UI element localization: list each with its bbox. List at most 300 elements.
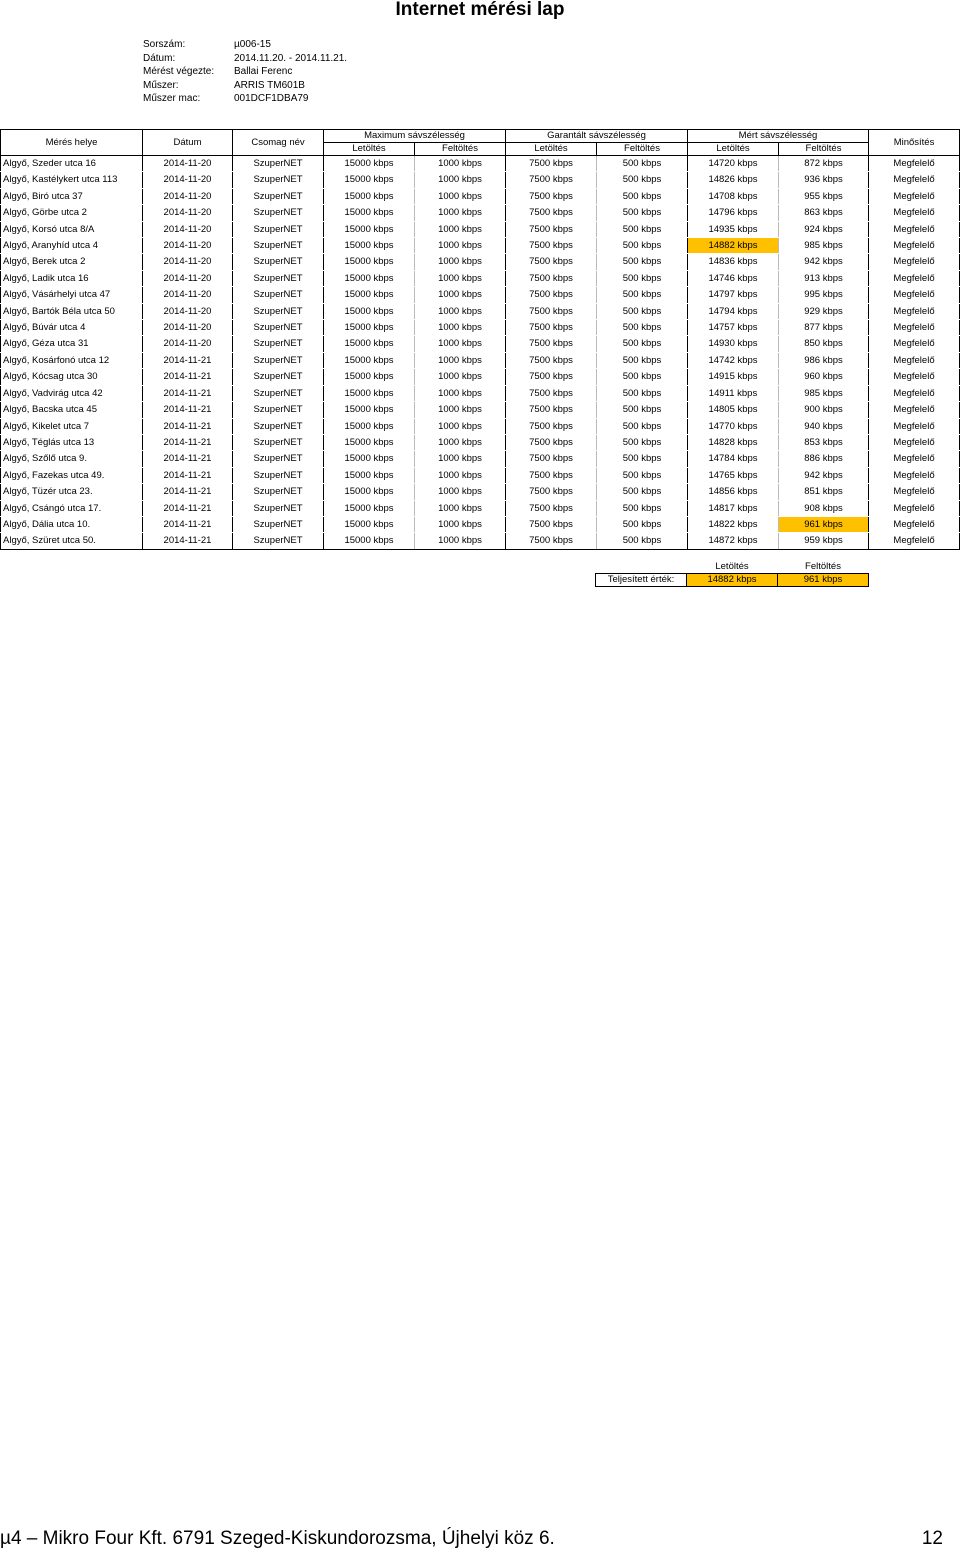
cell-guaranteed-upload: 500 kbps [597, 172, 688, 188]
cell-max-download: 15000 kbps [324, 270, 415, 286]
header-rating: Minősítés [869, 130, 960, 156]
cell-place: Algyő, Vadvirág utca 42 [1, 385, 143, 401]
cell-max-download: 15000 kbps [324, 221, 415, 237]
cell-max-upload: 1000 kbps [415, 352, 506, 368]
cell-measured-download: 14746 kbps [688, 270, 779, 286]
cell-measured-download: 14817 kbps [688, 500, 779, 516]
cell-package: SzuperNET [233, 156, 324, 172]
table-row [1, 402, 960, 418]
cell-rating: Megfelelő [869, 320, 960, 336]
cell-place: Algyő, Tüzér utca 23. [1, 484, 143, 500]
cell-max-upload: 1000 kbps [415, 320, 506, 336]
cell-rating: Megfelelő [869, 254, 960, 270]
header-max-bandwidth: Maximum sávszélesség [324, 130, 506, 143]
cell-rating: Megfelelő [869, 533, 960, 549]
summary-label: Teljesített érték: [596, 574, 687, 587]
cell-package: SzuperNET [233, 270, 324, 286]
cell-place: Algyő, Téglás utca 13 [1, 434, 143, 450]
header-max-download: Letöltés [324, 143, 415, 156]
cell-measured-download: 14794 kbps [688, 303, 779, 319]
cell-measured-upload: 853 kbps [779, 434, 869, 450]
cell-date: 2014-11-20 [143, 156, 233, 172]
cell-guaranteed-upload: 500 kbps [597, 385, 688, 401]
summary-table [595, 561, 869, 587]
cell-guaranteed-download: 7500 kbps [506, 418, 597, 434]
cell-place: Algyő, Szüret utca 50. [1, 533, 143, 549]
cell-max-download: 15000 kbps [324, 238, 415, 254]
cell-rating: Megfelelő [869, 402, 960, 418]
summary-download-value: 14882 kbps [687, 574, 778, 587]
info-row-date [143, 52, 347, 66]
cell-package: SzuperNET [233, 500, 324, 516]
table-row [1, 484, 960, 500]
cell-measured-upload: 986 kbps [779, 352, 869, 368]
page-title: Internet mérési lap [395, 0, 565, 20]
cell-package: SzuperNET [233, 254, 324, 270]
cell-measured-download: 14784 kbps [688, 451, 779, 467]
cell-measured-download: 14836 kbps [688, 254, 779, 270]
cell-guaranteed-download: 7500 kbps [506, 287, 597, 303]
info-row-instrument [143, 79, 347, 93]
cell-measured-download: 14826 kbps [688, 172, 779, 188]
cell-max-download: 15000 kbps [324, 418, 415, 434]
cell-measured-download: 14935 kbps [688, 221, 779, 237]
cell-guaranteed-upload: 500 kbps [597, 221, 688, 237]
cell-date: 2014-11-21 [143, 516, 233, 532]
cell-guaranteed-download: 7500 kbps [506, 320, 597, 336]
cell-date: 2014-11-20 [143, 221, 233, 237]
info-label: Mérést végezte: [143, 66, 215, 77]
cell-rating: Megfelelő [869, 172, 960, 188]
cell-guaranteed-download: 7500 kbps [506, 303, 597, 319]
cell-measured-download: 14805 kbps [688, 402, 779, 418]
cell-date: 2014-11-21 [143, 352, 233, 368]
footer-company: µ4 – Mikro Four Kft. 6791 Szeged-Kiskundorozsma, Újhelyi köz 6. [0, 1528, 555, 1549]
cell-guaranteed-download: 7500 kbps [506, 238, 597, 254]
cell-place: Algyő, Vásárhelyi utca 47 [1, 287, 143, 303]
cell-max-upload: 1000 kbps [415, 516, 506, 532]
cell-max-upload: 1000 kbps [415, 451, 506, 467]
cell-measured-upload: 985 kbps [779, 385, 869, 401]
info-value: µ006-15 [234, 39, 271, 50]
cell-guaranteed-download: 7500 kbps [506, 484, 597, 500]
cell-max-download: 15000 kbps [324, 402, 415, 418]
cell-measured-download: 14796 kbps [688, 205, 779, 221]
cell-date: 2014-11-21 [143, 533, 233, 549]
table-row [1, 451, 960, 467]
table-row [1, 352, 960, 368]
cell-date: 2014-11-21 [143, 369, 233, 385]
cell-max-upload: 1000 kbps [415, 205, 506, 221]
cell-guaranteed-upload: 500 kbps [597, 418, 688, 434]
info-row-serial [143, 38, 347, 52]
table-row [1, 303, 960, 319]
cell-measured-upload: 850 kbps [779, 336, 869, 352]
cell-measured-upload: 961 kbps [779, 516, 869, 532]
cell-measured-upload: 959 kbps [779, 533, 869, 549]
cell-date: 2014-11-21 [143, 402, 233, 418]
cell-guaranteed-upload: 500 kbps [597, 533, 688, 549]
cell-guaranteed-download: 7500 kbps [506, 533, 597, 549]
table-row [1, 238, 960, 254]
cell-date: 2014-11-21 [143, 467, 233, 483]
cell-max-upload: 1000 kbps [415, 270, 506, 286]
cell-package: SzuperNET [233, 303, 324, 319]
table-row [1, 336, 960, 352]
cell-date: 2014-11-21 [143, 434, 233, 450]
cell-guaranteed-download: 7500 kbps [506, 516, 597, 532]
cell-guaranteed-upload: 500 kbps [597, 516, 688, 532]
cell-max-download: 15000 kbps [324, 303, 415, 319]
cell-max-upload: 1000 kbps [415, 418, 506, 434]
cell-measured-upload: 955 kbps [779, 188, 869, 204]
cell-max-download: 15000 kbps [324, 467, 415, 483]
table-row [1, 188, 960, 204]
cell-max-download: 15000 kbps [324, 451, 415, 467]
table-row [1, 418, 960, 434]
cell-package: SzuperNET [233, 533, 324, 549]
cell-place: Algyő, Szőlő utca 9. [1, 451, 143, 467]
cell-place: Algyő, Dália utca 10. [1, 516, 143, 532]
info-value: Ballai Ferenc [234, 66, 293, 77]
cell-measured-upload: 863 kbps [779, 205, 869, 221]
cell-guaranteed-upload: 500 kbps [597, 156, 688, 172]
cell-max-download: 15000 kbps [324, 385, 415, 401]
cell-rating: Megfelelő [869, 188, 960, 204]
cell-rating: Megfelelő [869, 205, 960, 221]
table-row [1, 254, 960, 270]
cell-measured-download: 14822 kbps [688, 516, 779, 532]
cell-rating: Megfelelő [869, 467, 960, 483]
cell-measured-download: 14930 kbps [688, 336, 779, 352]
cell-place: Algyő, Csángó utca 17. [1, 500, 143, 516]
cell-package: SzuperNET [233, 516, 324, 532]
cell-place: Algyő, Géza utca 31 [1, 336, 143, 352]
cell-max-upload: 1000 kbps [415, 254, 506, 270]
table-row [1, 467, 960, 483]
header-date: Dátum [143, 130, 233, 156]
table-row [1, 533, 960, 549]
cell-date: 2014-11-20 [143, 270, 233, 286]
summary-upload-value: 961 kbps [778, 574, 869, 587]
cell-max-download: 15000 kbps [324, 156, 415, 172]
header-measured-upload: Feltöltés [779, 143, 869, 156]
cell-guaranteed-upload: 500 kbps [597, 270, 688, 286]
info-value: 2014.11.20. - 2014.11.21. [234, 52, 348, 64]
cell-date: 2014-11-20 [143, 188, 233, 204]
cell-max-upload: 1000 kbps [415, 188, 506, 204]
info-value: ARRIS TM601B [234, 79, 305, 91]
info-label: Műszer mac: [143, 93, 201, 104]
cell-rating: Megfelelő [869, 156, 960, 172]
cell-package: SzuperNET [233, 221, 324, 237]
cell-date: 2014-11-20 [143, 205, 233, 221]
cell-max-upload: 1000 kbps [415, 336, 506, 352]
cell-max-download: 15000 kbps [324, 336, 415, 352]
cell-max-download: 15000 kbps [324, 254, 415, 270]
cell-rating: Megfelelő [869, 238, 960, 254]
cell-rating: Megfelelő [869, 221, 960, 237]
cell-max-download: 15000 kbps [324, 320, 415, 336]
cell-max-download: 15000 kbps [324, 434, 415, 450]
cell-max-download: 15000 kbps [324, 205, 415, 221]
cell-measured-upload: 936 kbps [779, 172, 869, 188]
cell-measured-upload: 985 kbps [779, 238, 869, 254]
cell-max-download: 15000 kbps [324, 352, 415, 368]
table-row [1, 385, 960, 401]
cell-date: 2014-11-21 [143, 500, 233, 516]
cell-max-upload: 1000 kbps [415, 533, 506, 549]
cell-package: SzuperNET [233, 205, 324, 221]
cell-measured-download: 14742 kbps [688, 352, 779, 368]
table-row [1, 434, 960, 450]
cell-measured-upload: 900 kbps [779, 402, 869, 418]
cell-max-upload: 1000 kbps [415, 484, 506, 500]
table-row [1, 320, 960, 336]
cell-max-download: 15000 kbps [324, 500, 415, 516]
info-label: Műszer: [143, 79, 179, 91]
cell-date: 2014-11-20 [143, 336, 233, 352]
cell-package: SzuperNET [233, 369, 324, 385]
cell-rating: Megfelelő [869, 369, 960, 385]
cell-max-download: 15000 kbps [324, 287, 415, 303]
cell-date: 2014-11-20 [143, 254, 233, 270]
cell-max-upload: 1000 kbps [415, 500, 506, 516]
cell-place: Algyő, Görbe utca 2 [1, 205, 143, 221]
cell-date: 2014-11-21 [143, 385, 233, 401]
cell-date: 2014-11-20 [143, 303, 233, 319]
cell-rating: Megfelelő [869, 516, 960, 532]
cell-package: SzuperNET [233, 172, 324, 188]
cell-rating: Megfelelő [869, 287, 960, 303]
cell-guaranteed-download: 7500 kbps [506, 188, 597, 204]
cell-measured-download: 14872 kbps [688, 533, 779, 549]
cell-rating: Megfelelő [869, 434, 960, 450]
cell-guaranteed-upload: 500 kbps [597, 467, 688, 483]
cell-measured-upload: 960 kbps [779, 369, 869, 385]
cell-measured-upload: 851 kbps [779, 484, 869, 500]
cell-max-upload: 1000 kbps [415, 467, 506, 483]
cell-rating: Megfelelő [869, 484, 960, 500]
cell-measured-upload: 908 kbps [779, 500, 869, 516]
cell-guaranteed-download: 7500 kbps [506, 156, 597, 172]
cell-measured-upload: 913 kbps [779, 270, 869, 286]
cell-max-upload: 1000 kbps [415, 369, 506, 385]
cell-package: SzuperNET [233, 451, 324, 467]
cell-measured-upload: 872 kbps [779, 156, 869, 172]
cell-package: SzuperNET [233, 336, 324, 352]
cell-guaranteed-upload: 500 kbps [597, 205, 688, 221]
cell-guaranteed-download: 7500 kbps [506, 434, 597, 450]
cell-guaranteed-upload: 500 kbps [597, 500, 688, 516]
cell-measured-upload: 924 kbps [779, 221, 869, 237]
cell-measured-download: 14765 kbps [688, 467, 779, 483]
cell-max-download: 15000 kbps [324, 516, 415, 532]
info-label: Sorszám: [143, 39, 186, 50]
cell-place: Algyő, Korsó utca 8/A [1, 221, 143, 237]
page-number: 12 [921, 1528, 943, 1549]
cell-guaranteed-upload: 500 kbps [597, 336, 688, 352]
cell-rating: Megfelelő [869, 451, 960, 467]
cell-max-download: 15000 kbps [324, 533, 415, 549]
cell-guaranteed-download: 7500 kbps [506, 254, 597, 270]
cell-measured-download: 14708 kbps [688, 188, 779, 204]
cell-measured-download: 14757 kbps [688, 320, 779, 336]
table-row [1, 369, 960, 385]
table-row [1, 172, 960, 188]
cell-date: 2014-11-20 [143, 320, 233, 336]
cell-measured-upload: 942 kbps [779, 254, 869, 270]
table-row [1, 516, 960, 532]
cell-guaranteed-upload: 500 kbps [597, 352, 688, 368]
table-body [1, 156, 960, 550]
cell-measured-upload: 940 kbps [779, 418, 869, 434]
cell-measured-download: 14915 kbps [688, 369, 779, 385]
cell-date: 2014-11-20 [143, 172, 233, 188]
cell-max-upload: 1000 kbps [415, 238, 506, 254]
measurement-table [0, 129, 960, 550]
cell-guaranteed-download: 7500 kbps [506, 172, 597, 188]
cell-rating: Megfelelő [869, 270, 960, 286]
cell-guaranteed-upload: 500 kbps [597, 402, 688, 418]
cell-guaranteed-download: 7500 kbps [506, 500, 597, 516]
cell-place: Algyő, Kikelet utca 7 [1, 418, 143, 434]
cell-guaranteed-download: 7500 kbps [506, 402, 597, 418]
cell-place: Algyő, Fazekas utca 49. [1, 467, 143, 483]
cell-rating: Megfelelő [869, 500, 960, 516]
cell-guaranteed-upload: 500 kbps [597, 303, 688, 319]
header-guaranteed-upload: Feltöltés [597, 143, 688, 156]
cell-guaranteed-upload: 500 kbps [597, 369, 688, 385]
cell-date: 2014-11-20 [143, 238, 233, 254]
info-label: Dátum: [143, 52, 176, 64]
cell-place: Algyő, Aranyhíd utca 4 [1, 238, 143, 254]
cell-package: SzuperNET [233, 467, 324, 483]
cell-rating: Megfelelő [869, 336, 960, 352]
cell-place: Algyő, Biró utca 37 [1, 188, 143, 204]
cell-guaranteed-upload: 500 kbps [597, 238, 688, 254]
cell-guaranteed-upload: 500 kbps [597, 287, 688, 303]
cell-place: Algyő, Ladik utca 16 [1, 270, 143, 286]
cell-guaranteed-upload: 500 kbps [597, 434, 688, 450]
measurement-info [143, 38, 347, 106]
cell-date: 2014-11-21 [143, 451, 233, 467]
cell-date: 2014-11-21 [143, 418, 233, 434]
table-row [1, 221, 960, 237]
header-package: Csomag név [233, 130, 324, 156]
info-value: 001DCF1DBA79 [234, 93, 309, 104]
cell-measured-download: 14828 kbps [688, 434, 779, 450]
page-footer [0, 1527, 960, 1551]
header-measured-bandwidth: Mért sávszélesség [688, 130, 869, 143]
cell-max-upload: 1000 kbps [415, 287, 506, 303]
header-measured-download: Letöltés [688, 143, 779, 156]
cell-guaranteed-download: 7500 kbps [506, 221, 597, 237]
cell-guaranteed-download: 7500 kbps [506, 336, 597, 352]
cell-measured-download: 14911 kbps [688, 385, 779, 401]
cell-measured-upload: 929 kbps [779, 303, 869, 319]
cell-max-download: 15000 kbps [324, 484, 415, 500]
cell-max-download: 15000 kbps [324, 172, 415, 188]
cell-package: SzuperNET [233, 320, 324, 336]
table-row [1, 270, 960, 286]
cell-rating: Megfelelő [869, 385, 960, 401]
header-guaranteed-bandwidth: Garantált sávszélesség [506, 130, 688, 143]
cell-package: SzuperNET [233, 434, 324, 450]
cell-package: SzuperNET [233, 385, 324, 401]
cell-max-upload: 1000 kbps [415, 221, 506, 237]
cell-place: Algyő, Szeder utca 16 [1, 156, 143, 172]
cell-package: SzuperNET [233, 287, 324, 303]
cell-rating: Megfelelő [869, 352, 960, 368]
cell-place: Algyő, Kastélykert utca 113 [1, 172, 143, 188]
table-row [1, 287, 960, 303]
cell-place: Algyő, Kosárfonó utca 12 [1, 352, 143, 368]
cell-package: SzuperNET [233, 238, 324, 254]
cell-max-upload: 1000 kbps [415, 402, 506, 418]
cell-place: Algyő, Kócsag utca 30 [1, 369, 143, 385]
cell-place: Algyő, Búvár utca 4 [1, 320, 143, 336]
cell-place: Algyő, Bartók Béla utca 50 [1, 303, 143, 319]
cell-guaranteed-upload: 500 kbps [597, 320, 688, 336]
cell-max-download: 15000 kbps [324, 369, 415, 385]
header-place: Mérés helye [1, 130, 143, 156]
cell-max-upload: 1000 kbps [415, 434, 506, 450]
cell-measured-upload: 995 kbps [779, 287, 869, 303]
cell-measured-download: 14797 kbps [688, 287, 779, 303]
cell-measured-download: 14770 kbps [688, 418, 779, 434]
cell-guaranteed-upload: 500 kbps [597, 254, 688, 270]
cell-guaranteed-download: 7500 kbps [506, 467, 597, 483]
cell-measured-upload: 886 kbps [779, 451, 869, 467]
cell-package: SzuperNET [233, 418, 324, 434]
cell-place: Algyő, Berek utca 2 [1, 254, 143, 270]
cell-guaranteed-upload: 500 kbps [597, 484, 688, 500]
cell-place: Algyő, Bacska utca 45 [1, 402, 143, 418]
info-row-mac [143, 92, 347, 106]
cell-package: SzuperNET [233, 352, 324, 368]
cell-measured-download: 14720 kbps [688, 156, 779, 172]
table-row [1, 205, 960, 221]
cell-max-upload: 1000 kbps [415, 172, 506, 188]
cell-guaranteed-download: 7500 kbps [506, 352, 597, 368]
header-max-upload: Feltöltés [415, 143, 506, 156]
cell-guaranteed-upload: 500 kbps [597, 188, 688, 204]
cell-rating: Megfelelő [869, 418, 960, 434]
cell-measured-download: 14882 kbps [688, 238, 779, 254]
cell-package: SzuperNET [233, 188, 324, 204]
cell-package: SzuperNET [233, 484, 324, 500]
cell-guaranteed-download: 7500 kbps [506, 270, 597, 286]
cell-measured-download: 14856 kbps [688, 484, 779, 500]
cell-measured-upload: 942 kbps [779, 467, 869, 483]
cell-max-upload: 1000 kbps [415, 156, 506, 172]
cell-date: 2014-11-21 [143, 484, 233, 500]
cell-guaranteed-download: 7500 kbps [506, 205, 597, 221]
cell-date: 2014-11-20 [143, 287, 233, 303]
header-guaranteed-download: Letöltés [506, 143, 597, 156]
summary-download-label: Letöltés [687, 561, 778, 574]
cell-guaranteed-download: 7500 kbps [506, 385, 597, 401]
table-row [1, 156, 960, 172]
info-row-operator [143, 65, 347, 79]
cell-guaranteed-upload: 500 kbps [597, 451, 688, 467]
cell-rating: Megfelelő [869, 303, 960, 319]
cell-measured-upload: 877 kbps [779, 320, 869, 336]
cell-guaranteed-download: 7500 kbps [506, 451, 597, 467]
cell-guaranteed-download: 7500 kbps [506, 369, 597, 385]
cell-max-download: 15000 kbps [324, 188, 415, 204]
